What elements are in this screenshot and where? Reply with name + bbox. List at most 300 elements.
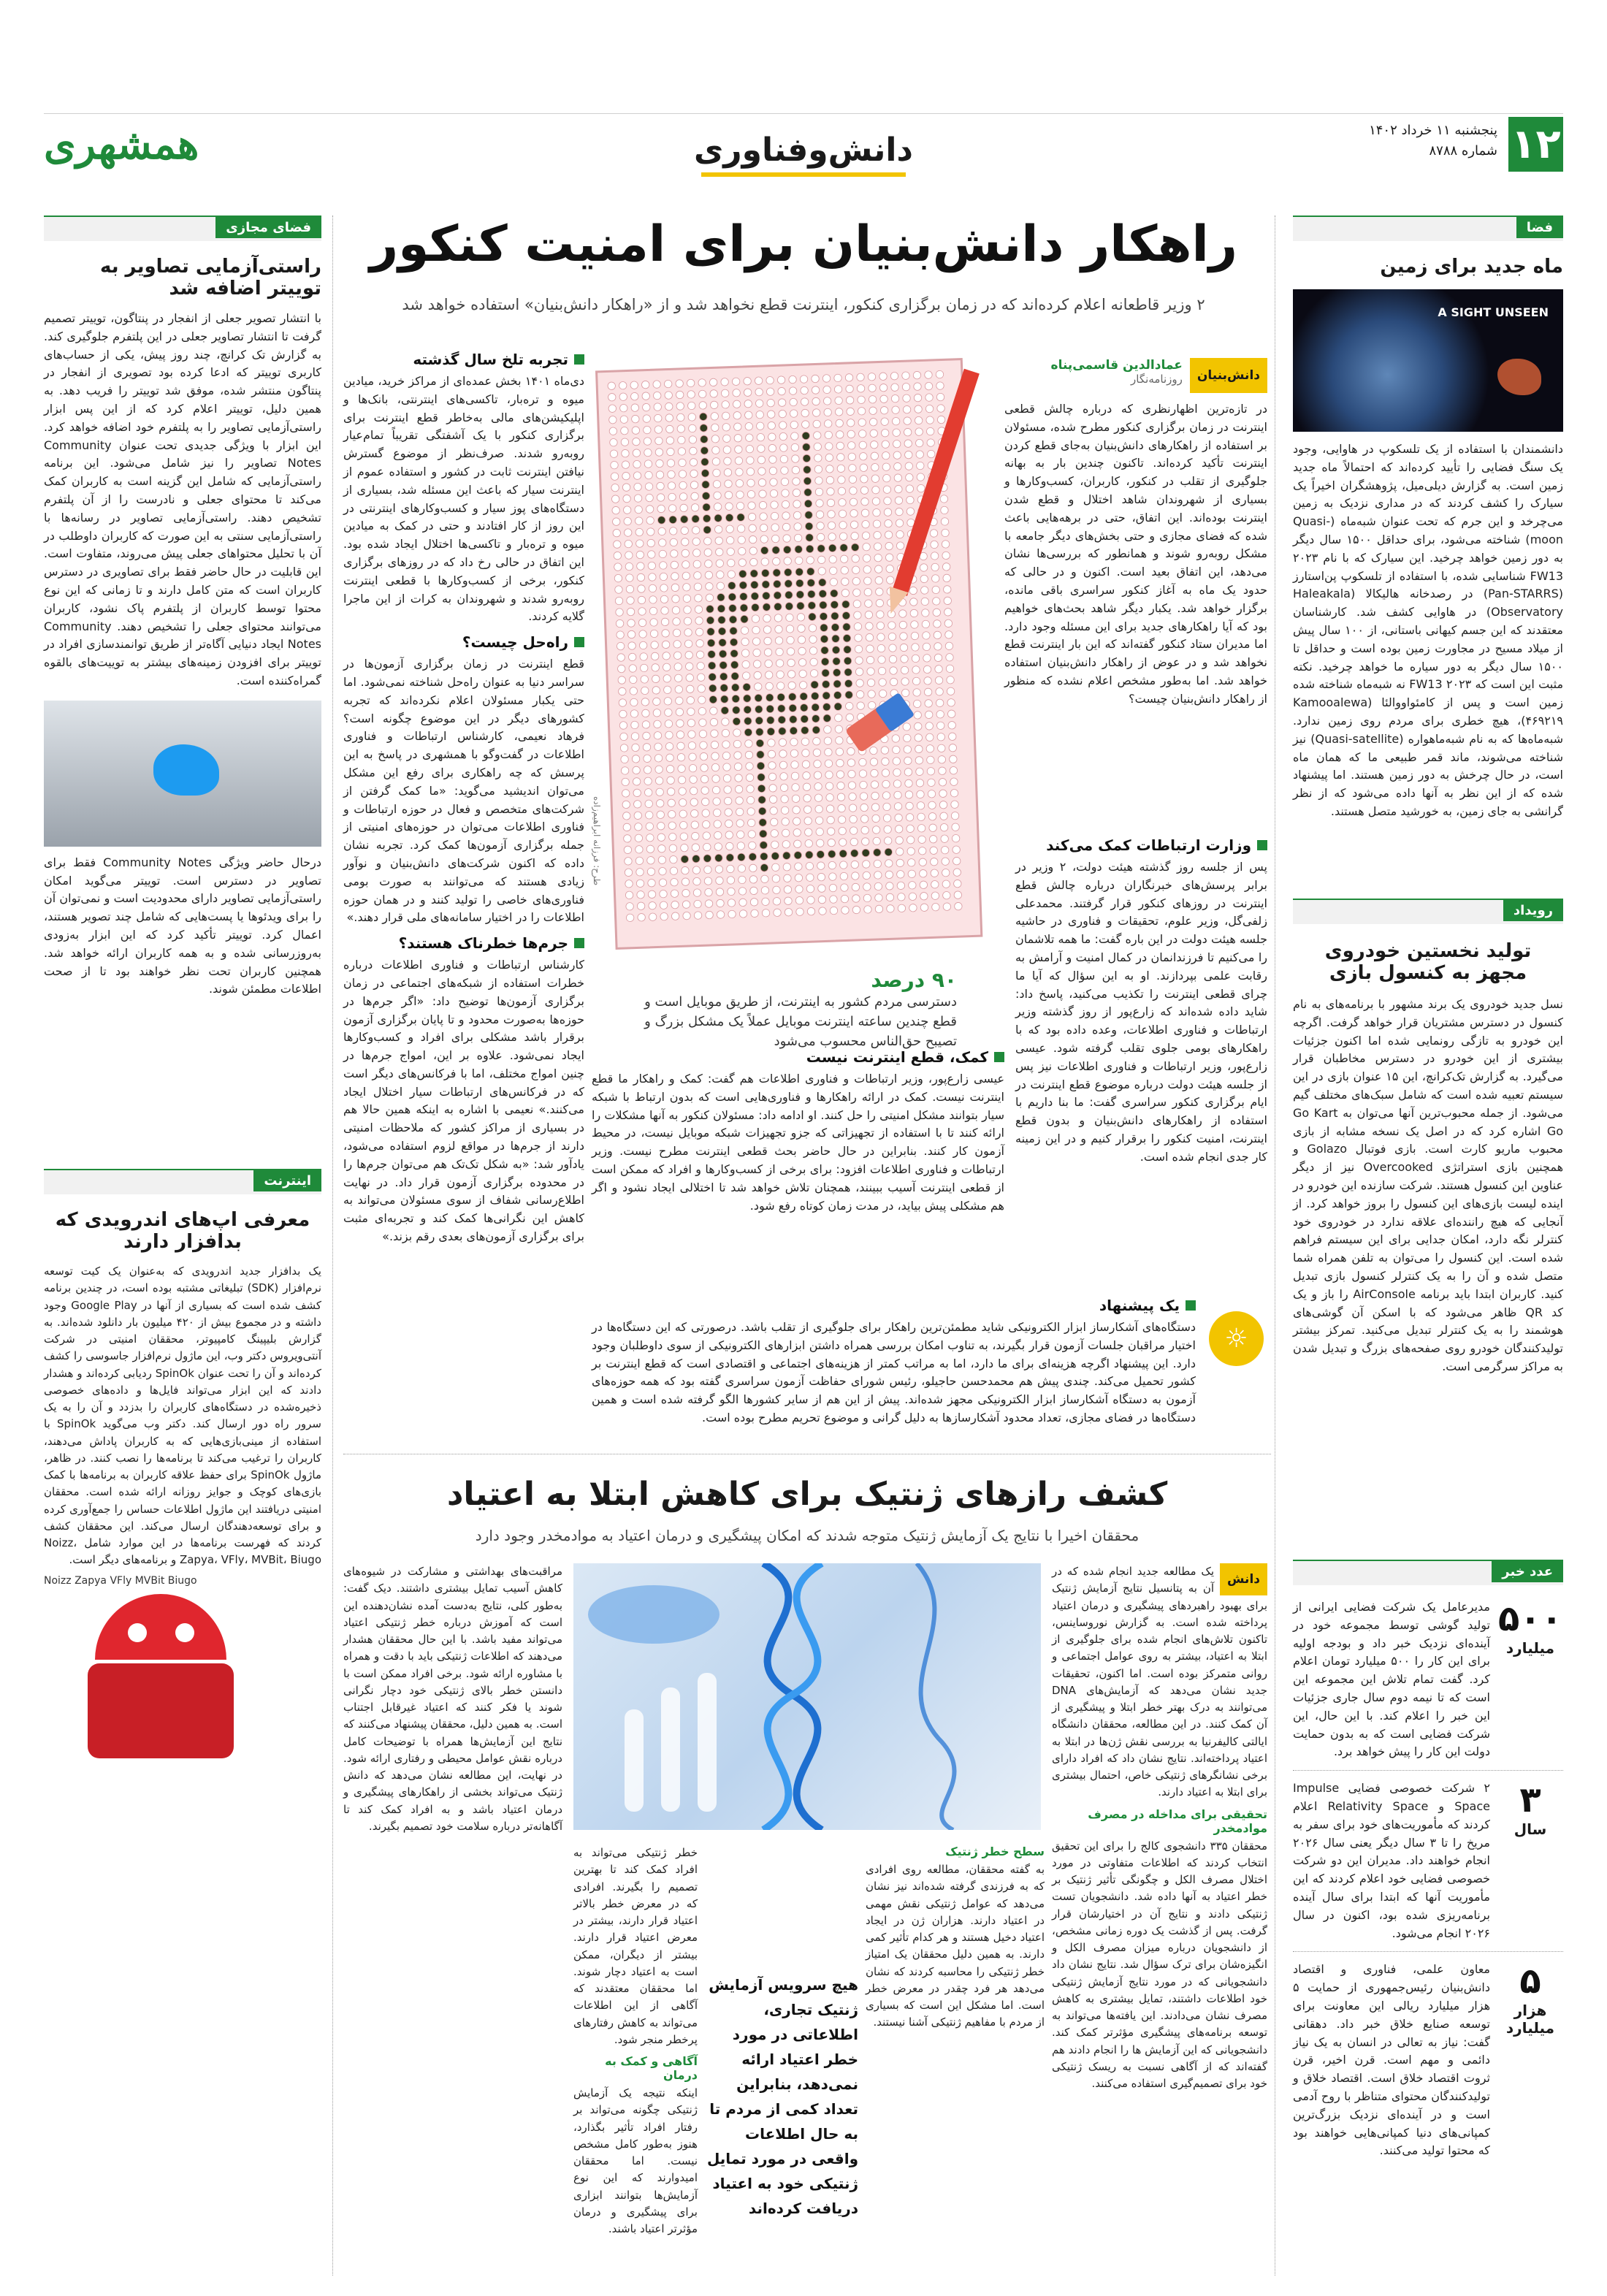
answer-bubble — [691, 832, 699, 840]
answer-bubble — [901, 678, 909, 686]
answer-bubble — [951, 812, 959, 820]
answer-bubble — [948, 733, 956, 741]
answer-bubble — [663, 674, 671, 682]
answer-bubble — [912, 655, 920, 663]
answer-bubble — [798, 647, 806, 655]
answer-bubble — [788, 682, 796, 690]
answer-bubble — [622, 472, 630, 480]
answer-bubble — [676, 403, 684, 411]
answer-bubble — [670, 867, 678, 875]
answer-bubble — [698, 707, 706, 715]
answer-bubble — [861, 497, 869, 506]
answer-bubble — [699, 413, 707, 421]
answer-bubble — [717, 911, 725, 919]
answer-bubble — [660, 584, 668, 592]
answer-bubble — [847, 441, 855, 449]
answer-bubble — [916, 462, 924, 470]
answer-bubble — [619, 699, 627, 707]
answer-bubble — [713, 469, 721, 477]
author-role: روزنامه‌نگار — [1131, 373, 1183, 386]
answer-bubble — [647, 856, 655, 864]
android-malware-body: یک بدافزار جدید اندرویدی که به‌عنوان یک کیت توسعه نرم‌افزار (SDK) تبلیغاتی مشتبه بوده است، در چندین برنامه کشف شده است که بسیاری از آنها در Google Play وجود داشته و در مجموع بیش از ۴۲۰ میلیون بار دانلود شده‌اند. به گزارش بلیپینگ کامپیوتر، محققان امنیتی در شرکت آنتی‌ویروس دکتر وب، این ماژول نرم‌افزار جاسوسی را کشف کرده‌اند و آن را تحت عنوان SpinOk ردیابی کرده‌اند و هشدار دادند که این ابزار می‌تواند فایل‌ها و داده‌های خصوصی ذخیره‌شده در دستگاه‌های کاربران را بدزدد و آن را به یک سرور راه دور ارسال کند. دکتر وب می‌گوید SpinOk با استفاده از مینی‌بازی‌هایی که به کاربران پاداش می‌دهند، کاربران را ترغیب می‌کند تا برنامه‌ها را نصب کنند. در ظاهر، ماژول SpinOk برای حفظ علاقه کاربران به برنامه‌ها با کمک بازی‌های کوچک و جوایز روزانه ارائه شده است. محققان امنیتی دریافتند این ماژول اطلاعات حساس را جمع‌آوری کرده و برای توسعه‌دهندگان ارسال می‌کند. این محققان کشف کردند که فهرست برنامه‌ها در این موارد شامل Noizz، Zapya، VFly، MVBit، Biugo و برنامه‌های دیگر است. — [44, 1265, 322, 1567]
answer-bubble — [755, 377, 763, 385]
stat-text: معاون علمی، فناوری و اقتصاد دانش‌بنیان رئیس‌جمهوری از حمایت ۵ هزار میلیارد ریالی این معاونت برای توسعه صنایع خلاق خبر داد. دهقانی گفت: نیاز به تعالی در انسان به یک نیاز دائمی و مهم است. قرن اخیر، قرن ثروت اقتصاد خلاق است. اقتصاد خلاق و تولیدکنندگان محتوای متناظر با روح آدمی است و در آینده‌ای نزدیک بزرگ‌ترین کمپانی‌های دنیا کمپانی‌هایی خواهند بود که محتوا تولید می‌کنند. — [1293, 1962, 1490, 2158]
answer-bubble — [874, 860, 882, 868]
answer-bubble — [745, 422, 753, 430]
answer-bubble — [816, 500, 824, 508]
answer-bubble — [653, 381, 661, 389]
answer-bubble — [705, 888, 713, 896]
answer-bubble — [785, 580, 793, 588]
answer-bubble — [725, 491, 733, 499]
answer-bubble — [926, 416, 934, 424]
answer-bubble — [954, 902, 962, 910]
answer-bubble — [880, 395, 888, 403]
answer-bubble — [741, 627, 749, 635]
answer-bubble — [692, 866, 701, 874]
answer-bubble — [635, 540, 644, 548]
answer-bubble — [721, 706, 729, 714]
genetics-pull-quote: هیچ سرویس آزمایش ژنتیک تجاری، اطلاعاتی در مورد خطر اعتیاد ارائه نمی‌دهد، بنابراین تعداد کمی از مردم تا به حال اطلاعات واقعی در مورد تمایل ژنتیکی خود به اعتیاد دریافت کرده‌اند — [706, 1976, 858, 2217]
answer-bubble — [943, 903, 951, 911]
answer-bubble — [871, 769, 879, 777]
answer-bubble — [856, 679, 864, 687]
answer-bubble — [759, 830, 767, 838]
answer-bubble — [654, 754, 663, 762]
answer-bubble — [622, 449, 630, 457]
answer-bubble — [896, 847, 904, 855]
answer-bubble — [925, 711, 933, 719]
moon-body: دانشمندان با استفاده از یک تلسکوپ در هاوایی، وجود یک سنگ فضایی را تأیید کرده‌اند که احتمالاً ماه جدید زمین است. به گزارش دیلی‌میل، پژوهشگران اخیراً یک سیارک را کشف کردند که در مداری نزدیک به زمین می‌چرخد و این جرم که تحت عنوان شبه‌ماه (Quasi-moon) شناخته می‌شود، برای حداقل ۱۵۰۰ سال دیگر به دور زمین خواهد چرخید. این سیارک که با نام ۲۰۲۳ FW13 شناسایی شده، با استفاده از تلسکوپ پن‌استارز (Pan-STARRS) در رصدخانه هالیکالا (Haleakala Observatory) در هاوایی کشف شد. کارشناسان معتقدند که این جسم کیهانی باستانی، از ۱۰۰ سال پیش از میلاد مسیح در مجاورت زمین بوده است و حداقل تا ۱۵۰۰ سال دیگر به دور سیاره ما خواهد چرخید. نکته مثبت این است که FW13 ۲۰۲۳ نه شبه‌ماه شناخته شده زمین است و پس از کامئو‌اووالئا (Kamooalewa ۴۶۹۲۱۹)، هیچ خطری برای مردم روی زمین ندارد. شبه‌ماه‌ها که به نام شبه‌ماهواره (Quasi-satellite) نیز شناخته می‌شوند، ماند قمر طبیعی ما که همان ماه است، در حال چرخش به دور زمین هستند. اما پیشنهاد شده که از این نظر به آنها داده می‌شود که از نظر گرانشی به جای زمین، به خورشید متصل هستند. — [1293, 442, 1564, 818]
answer-bubble — [688, 413, 696, 422]
answer-bubble — [900, 633, 908, 641]
answer-bubble — [942, 891, 950, 899]
answer-bubble — [805, 851, 813, 859]
answer-bubble — [747, 808, 755, 816]
answer-bubble — [936, 687, 944, 695]
answer-bubble — [793, 828, 801, 836]
answer-bubble — [795, 579, 804, 587]
answer-bubble — [741, 615, 749, 623]
answer-bubble — [921, 598, 929, 606]
answer-bubble — [823, 386, 831, 394]
answer-bubble — [863, 565, 871, 573]
answer-bubble — [873, 520, 881, 528]
answer-bubble — [759, 490, 767, 498]
answer-bubble — [774, 614, 782, 622]
answer-bubble — [749, 864, 757, 872]
answer-bubble — [612, 506, 620, 514]
answer-bubble — [790, 738, 798, 746]
answer-bubble — [723, 774, 731, 782]
answer-bubble — [675, 685, 683, 693]
answer-bubble — [660, 890, 668, 898]
answer-bubble — [771, 841, 779, 849]
answer-bubble — [644, 766, 652, 774]
answer-bubble — [888, 633, 896, 641]
answer-bubble — [782, 500, 790, 508]
answer-bubble — [736, 831, 744, 839]
answer-bubble — [709, 378, 717, 386]
answer-bubble — [630, 392, 638, 400]
answer-bubble — [656, 799, 664, 807]
answer-bubble — [625, 880, 633, 888]
answer-bubble — [803, 783, 811, 791]
answer-bubble — [736, 479, 744, 487]
answer-bubble — [850, 815, 858, 823]
answer-bubble — [938, 755, 946, 763]
answer-bubble — [728, 581, 736, 590]
answer-bubble — [764, 637, 772, 645]
answer-bubble — [738, 888, 747, 896]
answer-bubble — [633, 778, 641, 786]
answer-bubble — [781, 478, 789, 486]
answer-bubble — [653, 392, 661, 400]
answer-bubble — [779, 432, 787, 440]
answer-bubble — [801, 386, 809, 394]
android-robot-body — [88, 1663, 234, 1758]
section-underline — [701, 172, 906, 177]
answer-bubble — [824, 408, 832, 416]
answer-bubble — [905, 473, 913, 481]
answer-bubble — [830, 578, 838, 586]
answer-bubble — [748, 502, 756, 510]
answer-bubble — [841, 907, 850, 915]
answer-bubble — [942, 563, 950, 571]
answer-bubble — [615, 586, 623, 594]
answer-bubble — [925, 382, 933, 390]
answer-bubble — [881, 418, 889, 426]
answer-bubble — [784, 568, 792, 576]
answer-bubble — [806, 862, 814, 870]
answer-bubble — [698, 379, 706, 387]
answer-bubble — [734, 752, 742, 760]
answer-bubble — [716, 877, 724, 885]
answer-bubble — [911, 632, 919, 640]
answer-bubble — [679, 459, 687, 467]
answer-bubble — [817, 862, 825, 870]
exam-sheet-svg — [592, 343, 1001, 957]
answer-bubble — [753, 660, 761, 668]
answer-bubble — [643, 743, 651, 751]
answer-bubble — [815, 488, 823, 496]
answer-bubble — [781, 795, 789, 803]
answer-bubble — [646, 845, 654, 853]
answer-bubble — [682, 889, 690, 897]
answer-bubble — [825, 782, 833, 790]
moon-image-caption: A SIGHT UNSEEN — [1438, 305, 1549, 319]
answer-bubble — [700, 752, 708, 760]
answer-bubble — [733, 423, 741, 431]
answer-bubble — [778, 387, 786, 395]
answer-bubble — [622, 778, 630, 786]
answer-bubble — [730, 649, 738, 657]
answer-bubble — [835, 736, 843, 744]
answer-bubble — [859, 441, 867, 449]
answer-bubble — [841, 589, 850, 597]
answer-bubble — [787, 648, 795, 656]
answer-bubble — [829, 555, 837, 563]
answer-bubble — [689, 764, 697, 772]
answer-bubble — [616, 609, 624, 617]
answer-bubble — [745, 751, 753, 759]
answer-bubble — [871, 781, 879, 789]
answer-bubble — [783, 535, 791, 543]
answer-bubble — [711, 435, 719, 443]
answer-bubble — [771, 829, 779, 837]
answer-bubble — [697, 662, 705, 670]
answer-bubble — [870, 758, 878, 766]
answer-bubble — [709, 673, 717, 681]
answer-bubble — [829, 567, 837, 575]
answer-bubble — [737, 514, 745, 522]
genetics-subheadline: محققان اخیرا با نتایج یک آزمایش ژنتیک متوجه شدند که امکان پیشگیری و درمان اعتیاد به موادمخدر وجود دارد — [475, 1527, 1140, 1544]
answer-bubble — [657, 516, 665, 525]
answer-bubble — [941, 846, 949, 854]
answer-bubble — [757, 433, 765, 441]
answer-bubble — [642, 709, 650, 717]
answer-bubble — [692, 549, 701, 557]
answer-bubble — [781, 806, 789, 815]
answer-bubble — [906, 825, 915, 833]
answer-bubble — [771, 524, 779, 532]
answer-bubble — [908, 870, 916, 878]
answer-bubble — [758, 796, 766, 804]
answer-bubble — [926, 427, 934, 435]
answer-bubble — [662, 641, 670, 649]
answer-bubble — [904, 757, 912, 765]
number-news — [1293, 1560, 1563, 2160]
answer-bubble — [913, 700, 921, 708]
answer-bubble — [824, 737, 832, 745]
answer-bubble — [725, 480, 733, 488]
answer-bubble — [805, 522, 813, 530]
answer-bubble — [769, 796, 777, 804]
answer-bubble — [684, 640, 692, 648]
answer-bubble — [679, 821, 687, 829]
answer-bubble — [737, 842, 745, 850]
answer-bubble — [634, 812, 642, 820]
answer-bubble — [761, 558, 769, 566]
answer-bubble — [815, 477, 823, 485]
answer-bubble — [780, 772, 788, 780]
genetics-col2-subhead: سطح خطر ژنتیک — [945, 1845, 1045, 1858]
answer-bubble — [801, 738, 809, 746]
answer-bubble — [926, 756, 934, 764]
answer-bubble — [891, 394, 899, 403]
answer-bubble — [701, 469, 709, 477]
answer-bubble — [793, 817, 801, 825]
answer-bubble — [758, 807, 766, 815]
answer-bubble — [684, 606, 692, 614]
answer-bubble — [794, 534, 802, 542]
answer-bubble — [860, 464, 868, 472]
answer-bubble — [733, 717, 741, 725]
answer-bubble — [716, 571, 724, 579]
answer-bubble — [744, 728, 752, 736]
answer-bubble — [827, 828, 835, 836]
answer-bubble — [809, 624, 817, 632]
answer-bubble — [664, 380, 672, 388]
page-number: ۱۲ — [1508, 117, 1563, 172]
answer-bubble — [863, 872, 871, 880]
answer-bubble — [875, 905, 883, 913]
answer-bubble — [611, 484, 619, 492]
main-right-lower — [1015, 829, 1267, 1167]
answer-bubble — [687, 708, 695, 716]
answer-bubble — [828, 510, 836, 518]
answer-bubble — [951, 801, 959, 809]
answer-bubble — [923, 665, 931, 674]
answer-bubble — [617, 665, 625, 673]
answer-bubble — [798, 636, 806, 644]
answer-bubble — [666, 437, 674, 445]
answer-bubble — [852, 883, 860, 891]
answer-bubble — [927, 439, 935, 447]
answer-bubble — [892, 746, 900, 754]
answer-bubble — [758, 468, 766, 476]
answer-bubble — [685, 663, 693, 671]
answer-bubble — [701, 458, 709, 466]
answer-bubble — [646, 528, 654, 536]
answer-bubble — [825, 454, 833, 462]
answer-bubble — [703, 514, 711, 522]
answer-bubble — [885, 848, 893, 856]
answer-bubble — [898, 893, 906, 901]
answer-bubble — [912, 666, 920, 674]
answer-bubble — [728, 593, 736, 601]
answer-bubble — [723, 446, 731, 454]
answer-bubble — [671, 561, 679, 569]
answer-bubble — [692, 526, 700, 534]
answer-bubble — [669, 527, 677, 535]
answer-bubble — [861, 826, 869, 834]
answer-bubble — [790, 398, 798, 406]
answer-bubble — [799, 670, 807, 678]
answer-bubble — [852, 554, 860, 562]
answer-bubble — [627, 597, 635, 605]
answer-bubble — [653, 709, 661, 717]
answer-bubble — [906, 508, 915, 516]
answer-bubble — [662, 630, 670, 638]
answer-bubble — [717, 899, 725, 907]
section-label: دانش‌بنیان — [1190, 358, 1267, 393]
answer-bubble — [817, 544, 825, 552]
answer-bubble — [878, 667, 886, 675]
answer-bubble — [800, 693, 808, 701]
answer-bubble — [694, 912, 702, 920]
answer-bubble — [644, 449, 652, 457]
answer-bubble — [652, 686, 660, 694]
answer-bubble — [671, 573, 679, 581]
stat-callout — [628, 968, 957, 1051]
answer-bubble — [918, 836, 926, 844]
answer-bubble — [882, 769, 890, 777]
answer-bubble — [763, 603, 771, 611]
answer-bubble — [736, 797, 744, 805]
answer-bubble — [896, 519, 904, 527]
answer-bubble — [617, 654, 625, 662]
suggestion-box — [592, 1289, 1264, 1427]
answer-bubble — [942, 880, 950, 888]
answer-bubble — [884, 825, 892, 834]
answer-bubble — [681, 527, 689, 535]
answer-bubble — [864, 588, 872, 596]
answer-bubble — [826, 793, 834, 801]
answer-bubble — [822, 680, 830, 688]
answer-bubble — [861, 838, 869, 846]
answer-bubble — [681, 855, 689, 863]
answer-bubble — [733, 400, 741, 408]
answer-bubble — [695, 606, 703, 614]
answer-bubble — [877, 633, 885, 641]
answer-bubble — [670, 855, 678, 863]
answer-bubble — [682, 901, 690, 909]
answer-bubble — [665, 720, 673, 728]
answer-bubble — [615, 597, 623, 605]
answer-bubble — [698, 696, 706, 704]
answer-bubble — [617, 631, 625, 639]
answer-bubble — [749, 853, 757, 861]
answer-bubble — [812, 737, 820, 745]
answer-bubble — [810, 658, 818, 666]
answer-bubble — [618, 676, 626, 684]
answer-bubble — [757, 774, 766, 782]
answer-bubble — [688, 424, 696, 432]
answer-bubble — [627, 619, 635, 628]
answer-bubble — [828, 861, 836, 869]
answer-bubble — [720, 684, 728, 692]
answer-bubble — [668, 505, 676, 513]
answer-bubble — [726, 854, 734, 862]
answer-bubble — [879, 373, 888, 381]
answer-bubble — [725, 842, 733, 850]
answer-bubble — [893, 451, 901, 459]
answer-bubble — [783, 863, 791, 871]
answer-bubble — [611, 461, 619, 469]
answer-bubble — [657, 834, 665, 842]
answer-bubble — [680, 844, 688, 852]
answer-bubble — [714, 503, 722, 511]
answer-bubble — [799, 681, 807, 689]
answer-bubble — [834, 386, 842, 394]
answer-bubble — [757, 445, 765, 453]
answer-bubble — [633, 472, 641, 480]
answer-bubble — [839, 521, 847, 529]
answer-bubble — [937, 733, 945, 741]
answer-bubble — [840, 555, 848, 563]
answer-bubble — [915, 439, 923, 447]
gloved-hand — [588, 1585, 719, 1644]
answer-bubble — [942, 552, 950, 560]
subhead-solution: راه‌حل چیست؟ — [343, 633, 584, 651]
answer-bubble — [836, 771, 844, 779]
answer-bubble — [903, 723, 911, 731]
android-robot-head — [95, 1594, 226, 1660]
answer-bubble — [671, 912, 679, 920]
answer-bubble — [658, 539, 666, 547]
answer-bubble — [668, 799, 676, 807]
answer-bubble — [698, 390, 706, 398]
answer-bubble — [895, 814, 903, 822]
answer-bubble — [646, 494, 654, 502]
car-console-title: تولید نخستین خودروی مجهز به کنسول بازی — [1324, 940, 1532, 984]
column-divider — [332, 216, 333, 2276]
answer-bubble — [626, 902, 634, 910]
answer-bubble — [901, 666, 909, 674]
answer-bubble — [804, 806, 812, 814]
answer-bubble — [623, 834, 631, 842]
